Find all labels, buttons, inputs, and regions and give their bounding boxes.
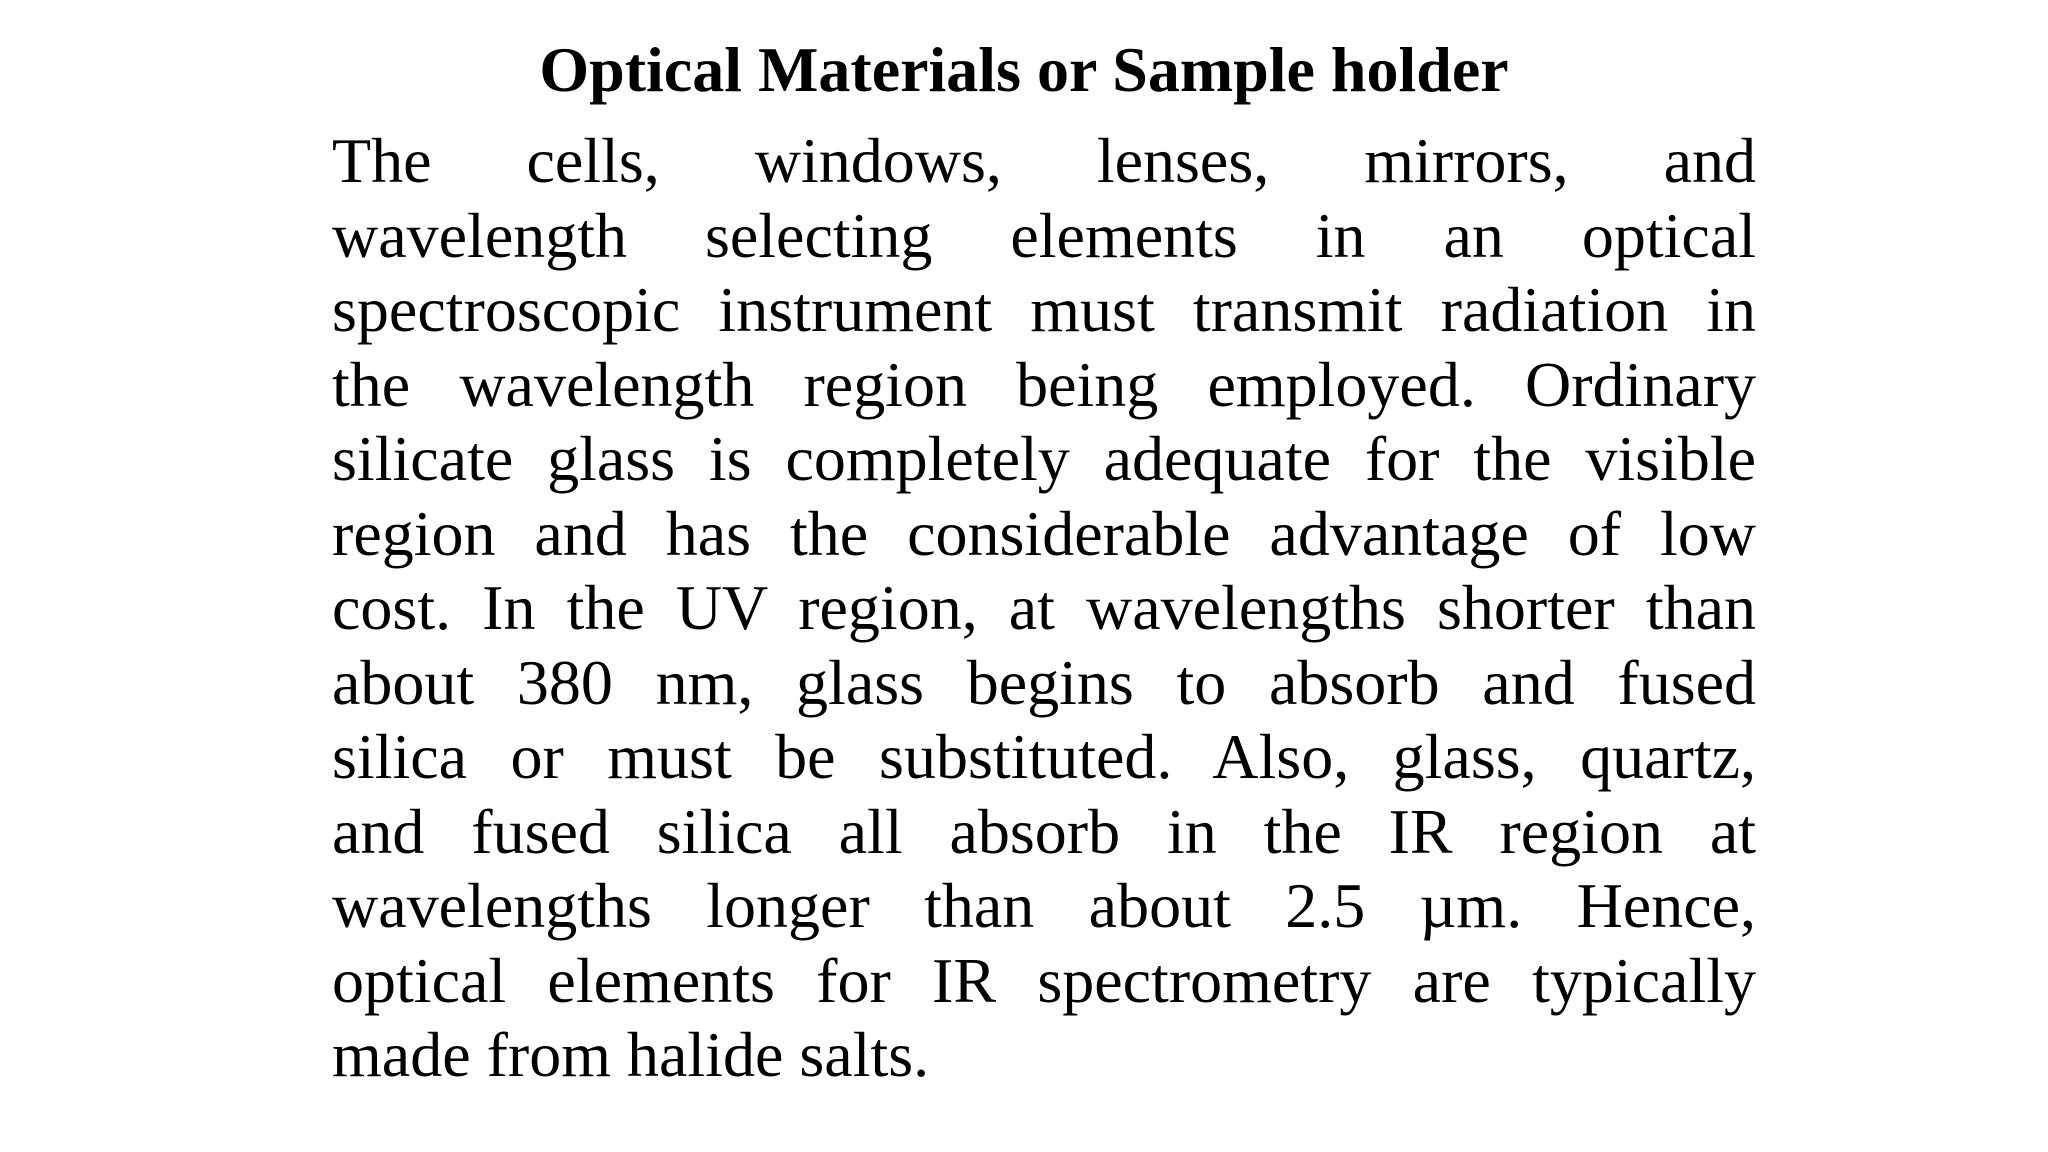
- paragraph-line-6: region and has the considerable advantage of low: [332, 497, 1756, 569]
- paragraph-line-12: optical elements for IR spectrometry are typically: [332, 944, 1756, 1016]
- paragraph-line-9: silica or must be substituted. Also, glass, quartz,: [332, 721, 1756, 792]
- slide-body-paragraph: [332, 124, 1756, 1093]
- slide-title: Optical Materials or Sample holder: [539, 34, 1509, 105]
- paragraph-line-10: and fused silica all absorb in the IR region at: [332, 795, 1756, 867]
- paragraph-line-7: cost. In the UV region, at wavelengths shorter than: [332, 572, 1756, 643]
- paragraph-line-3: spectroscopic instrument must transmit radiation in: [332, 274, 1756, 345]
- paragraph-line-4: the wavelength region being employed. Ordinary: [332, 348, 1756, 420]
- paragraph-line-5: silicate glass is completely adequate for the visible: [332, 423, 1756, 494]
- paragraph-line-11: wavelengths longer than about 2.5 µm. Hence,: [332, 870, 1756, 941]
- paragraph-line-8: about 380 nm, glass begins to absorb and fused: [332, 646, 1756, 718]
- paragraph-line-2: wavelength selecting elements in an optical: [332, 199, 1756, 271]
- paragraph-line-1: The cells, windows, lenses, mirrors, and: [332, 125, 1756, 196]
- paragraph-line-13: made from halide salts.: [332, 1019, 930, 1090]
